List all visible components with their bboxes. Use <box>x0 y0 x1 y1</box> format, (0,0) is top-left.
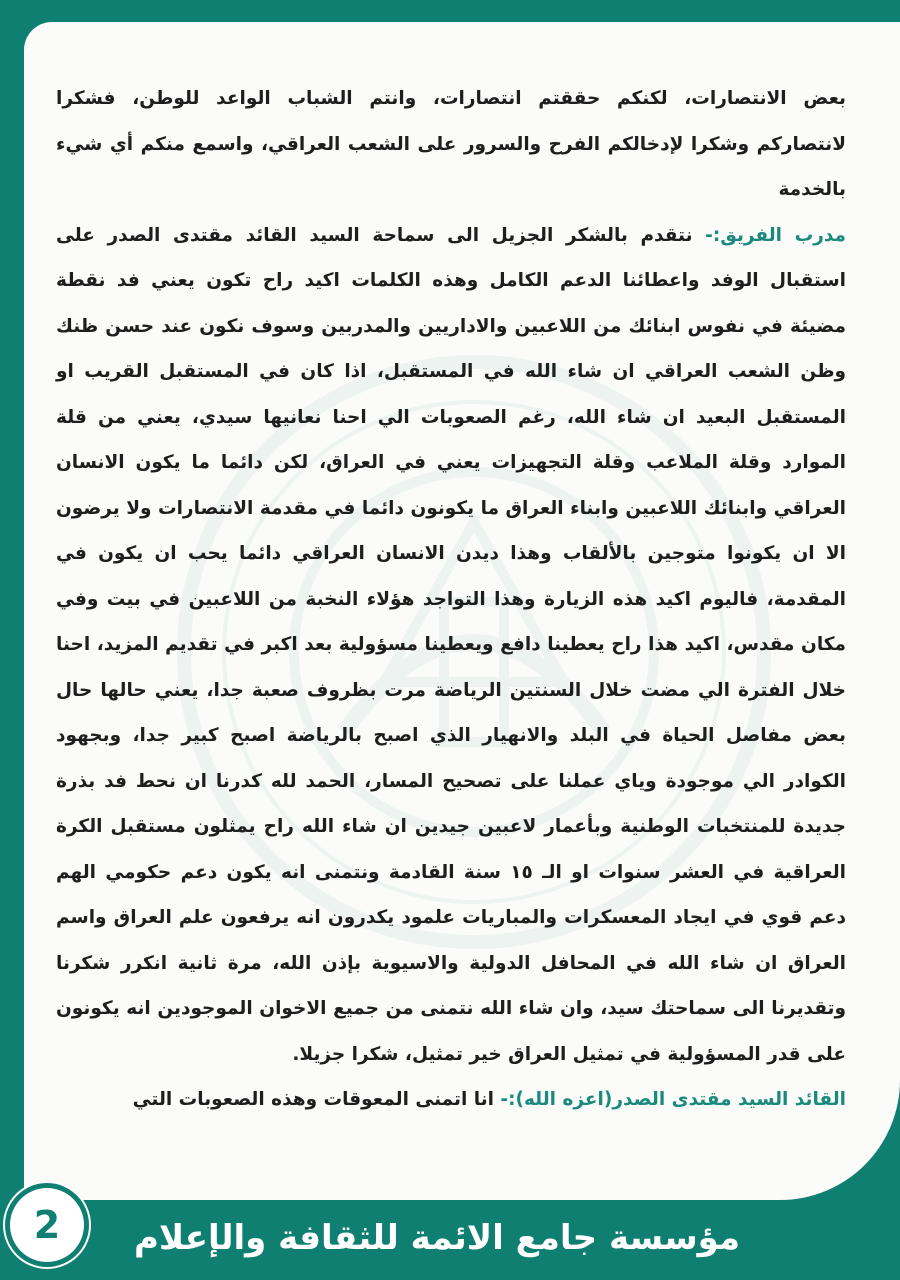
page-card <box>24 22 900 1200</box>
page-number: 2 <box>33 1203 61 1247</box>
document-body <box>56 76 846 1123</box>
paragraph-2 <box>56 213 846 1078</box>
paragraph-1 <box>56 76 846 213</box>
footer-title: مؤسسة جامع الائمة للثقافة والإعلام <box>134 1218 740 1258</box>
page-number-badge <box>10 1188 84 1262</box>
paragraph-1-text: بعض الانتصارات، لكنكم حققتم انتصارات، وانتم الشباب الواعد للوطن، فشكرا لانتصاركم وشكرا لإدخالكم الفرح والسرور على الشعب العراقي، واسمع منكم أي شيء بالخدمة <box>56 88 846 200</box>
footer <box>0 1200 900 1280</box>
paragraph-2-text: نتقدم بالشكر الجزيل الى سماحة السيد القائد مقتدى الصدر على استقبال الوفد واعطائنا الدعم الكامل وهذه الكلمات اكيد راح تكون يعني فد نقطة مضيئة في نفوس ابنائك من اللاعبين والاداريين والمدربين وسوف نكون عند حسن ظنك وظن الشعب العراقي ان شاء الله في المستقبل، اذا كان في المستقبل القريب او المستقبل البعيد ان شاء الله، رغم الصعوبات الي احنا نعانيها سيدي، يعني من قلة الموارد وقلة الملاعب وقلة التجهيزات يعني في العراق، لكن دائما ما يكون الانسان العراقي وابنائك اللاعبين وابناء العراق ما يكونون دائما في مقدمة الانتصارات ولا يرضون الا ان يكونوا متوجين بالألقاب وهذا ديدن الانسان العراقي دائما يحب ان يكون في المقدمة، فاليوم اكيد هذه الزيارة وهذا التواجد هؤلاء النخبة من اللاعبين في بيت وفي مكان مقدس، اكيد هذا راح يعطينا دافع ويعطينا مسؤولية بعد اكبر في تقديم المزيد، احنا خلال الفترة الي مضت خلال السنتين الرياضة مرت بظروف صعبة جدا، يعني حالها حال بعض مفاصل الحياة في البلد والانهيار الذي اصبح بالرياضة اصبح كبير جدا، وبجهود الكوادر الي موجودة وياي عملنا على تصحيح المسار، الحمد لله كدرنا ان نحط فد بذرة جديدة للمنتخبات الوطنية وبأعمار لاعبين جيدين ان شاء الله راح يمثلون مستقبل الكرة العراقية في العشر سنوات او الـ ١٥ سنة القادمة ونتمنى انه يكون دعم حكومي الهم دعم قوي في ايجاد المعسكرات والمباريات علمود يكدرون انه يرفعون علم العراق واسم العراق ان شاء الله في المحافل الدولية والاسيوية بإذن الله، مرة ثانية انكرر شكرنا وتقديرنا الى سماحتك سيد، وان شاء الله نتمنى من جميع الاخوان الموجودين انه يكونون على قدر المسؤولية في تمثيل العراق خير تمثيل، شكرا جزيلا. <box>56 224 846 1065</box>
speaker-label-coach: مدرب الفريق:- <box>692 224 847 246</box>
speaker-label-leader: القائد السيد مقتدى الصدر(اعزه الله):- <box>493 1089 846 1110</box>
paragraph-3-text: انا اتمنى المعوقات وهذه الصعوبات التي <box>132 1089 494 1110</box>
paragraph-3 <box>56 1077 846 1123</box>
